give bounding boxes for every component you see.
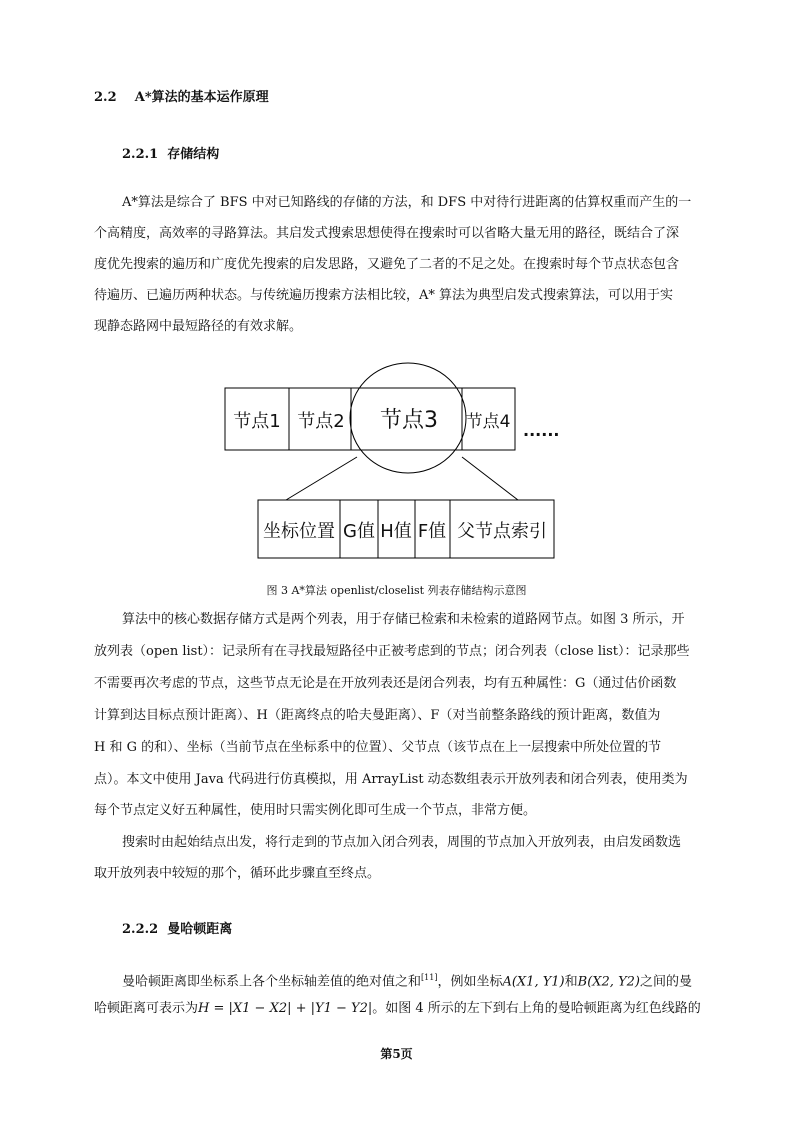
text-line: 待遍历、已遍历两种状态。与传统遍历搜索方法相比较，A* 算法为典型启发式搜索算法，可以用于实 (94, 288, 674, 303)
text-line: 每个节点定义好五种属性，使用时只需实例化即可生成一个节点，非常方便。 (94, 803, 537, 818)
text-line: 搜索时由起始结点出发，将行走到的节点加入闭合列表，周围的节点加入开放列表，由启发函数选 (122, 835, 682, 850)
text-line: 算法中的核心数据存储方式是两个列表，用于存储已检索和未检索的道路网节点。如图 3 所示，开 (122, 612, 685, 627)
text-span: 之间的曼 (640, 974, 693, 990)
text-line (94, 1001, 701, 1017)
text-line: 计算到达目标点预计距离）、H（距离终点的哈夫曼距离）、F（对当前整条路线的预计距离，数值为 (94, 708, 661, 723)
attr-g-label: G值 (343, 521, 375, 542)
section-title: A*算法的基本运作原理 (134, 90, 269, 105)
text-line: 点）。本文中使用 Java 代码进行仿真模拟，用 ArrayList 动态数组表示开放列表和闭合列表，使用类为 (94, 772, 688, 787)
text-line: 现静态路网中最短路径的有效求解。 (94, 319, 303, 334)
citation-ref: [11] (421, 973, 438, 982)
text-span: 哈顿距离可表示为 (94, 1001, 199, 1016)
section-number: 2.2 (94, 90, 117, 105)
text-span: 。如图 4 所示的左下到右上角的曼哈顿距离为红色线路的 (372, 1001, 701, 1016)
text-span: 曼哈顿距离即坐标系上各个坐标轴差值的绝对值之和 (122, 974, 422, 990)
math-point-a: A(X1, Y1) (502, 974, 565, 990)
figure-caption: 图 3 A*算法 openlist/closelist 列表存储结构示意图 (266, 584, 527, 597)
math-manhattan-formula: H = |X1 − X2| + |Y1 − Y2| (198, 1001, 373, 1016)
text-span: 和 (564, 974, 578, 990)
text-line: 不需要再次考虑的节点，这些节点无论是在开放列表还是闭合列表，均有五种属性：G（通过估价函数 (94, 676, 677, 691)
subsection-heading-manhattan (122, 918, 232, 937)
attr-f-label: F值 (417, 521, 447, 542)
text-line: 放列表（open list）：记录所有在寻找最短路径中正被考虑到的节点；闭合列表（close list）：记录那些 (94, 644, 690, 659)
connector-left (286, 457, 357, 500)
text-line: 个高精度，高效率的寻路算法。其启发式搜索思想使得在搜索时可以省略大量无用的路径，既结合了深 (94, 226, 680, 241)
subsection-title: 曼哈顿距离 (167, 922, 233, 937)
text-line: A*算法是综合了 BFS 中对已知路线的存储的方法，和 DFS 中对待行进距离的估算权重而产生的一 (122, 195, 692, 210)
page-number: 第5页 (380, 1047, 413, 1061)
node-4-label: 节点4 (465, 412, 511, 432)
attr-h-label: H值 (380, 521, 412, 542)
node-2-label: 节点2 (297, 411, 345, 432)
subsection-number: 2.2.1 (122, 147, 159, 162)
text-line: H 和 G 的和）、坐标（当前节点在坐标系中的位置）、父节点（该节点在上一层搜索中所处位置的节 (94, 740, 662, 755)
connector-right (462, 457, 518, 500)
subsection-number: 2.2.2 (122, 922, 159, 937)
more-nodes-ellipsis: ...... (523, 421, 560, 440)
text-line: 度优先搜索的遍历和广度优先搜索的启发思路，又避免了二者的不足之处。在搜索时每个节点状态包含 (94, 257, 680, 272)
math-point-b: B(X2, Y2) (577, 974, 640, 990)
subsection-title: 存储结构 (167, 147, 220, 162)
attr-position-label: 坐标位置 (263, 521, 335, 542)
text-line (122, 970, 692, 990)
node-1-label: 节点1 (233, 411, 281, 432)
text-span: ，例如坐标 (437, 974, 503, 990)
attr-parent-label: 父节点索引 (457, 521, 547, 542)
text-line: 取开放列表中较短的那个，循环此步骤直至终点。 (94, 866, 381, 881)
node-3-label: 节点3 (380, 408, 438, 433)
